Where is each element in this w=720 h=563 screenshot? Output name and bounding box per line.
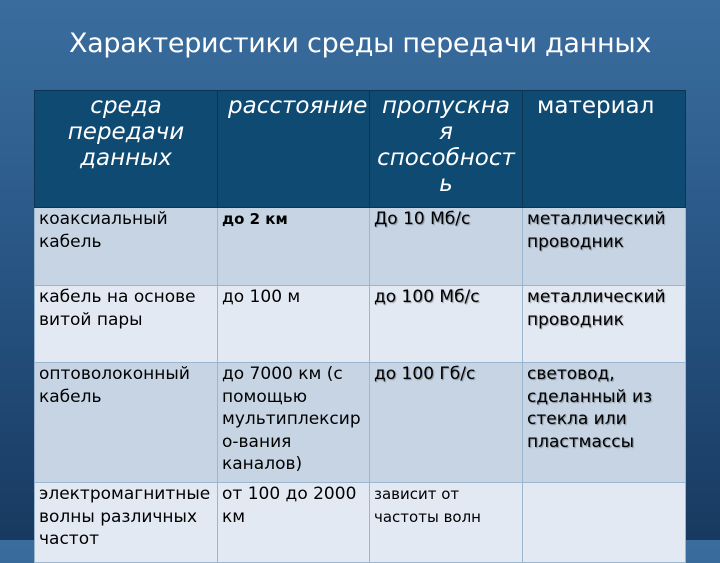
- table-row: [35, 286, 686, 363]
- header-material: материал: [523, 91, 686, 208]
- table-cell: до 2 км: [218, 208, 370, 286]
- table-cell: [523, 483, 686, 563]
- table-cell: от 100 до 2000 км: [218, 483, 370, 563]
- table-cell: До 10 Мб/с: [370, 208, 523, 286]
- table-row: [35, 483, 686, 563]
- table-cell: до 100 Гб/с: [370, 363, 523, 483]
- table-cell: металлический проводник: [523, 286, 686, 363]
- table-header-row: [35, 91, 686, 208]
- table-cell: коаксиальный кабель: [35, 208, 218, 286]
- table-cell: металлический проводник: [523, 208, 686, 286]
- table-cell: оптоволоконный кабель: [35, 363, 218, 483]
- table-row: [35, 363, 686, 483]
- table-cell: электромагнитные волны различных частот: [35, 483, 218, 563]
- table-cell: до 100 м: [218, 286, 370, 363]
- header-distance: расстояние: [218, 91, 370, 208]
- media-characteristics-table: [34, 90, 686, 563]
- table-cell: до 7000 км (с помощью мультиплексир о-вания каналов): [218, 363, 370, 483]
- table-row: [35, 208, 686, 286]
- header-bandwidth: пропускна я способност ь: [370, 91, 523, 208]
- table-cell: зависит от частоты волн: [370, 483, 523, 563]
- table-cell: до 100 Мб/с: [370, 286, 523, 363]
- table-cell: световод, сделанный из стекла или пластмассы: [523, 363, 686, 483]
- table-cell: кабель на основе витой пары: [35, 286, 218, 363]
- slide-title: Характеристики среды передачи данных: [68, 28, 652, 59]
- header-medium: среда передачи данных: [35, 91, 218, 208]
